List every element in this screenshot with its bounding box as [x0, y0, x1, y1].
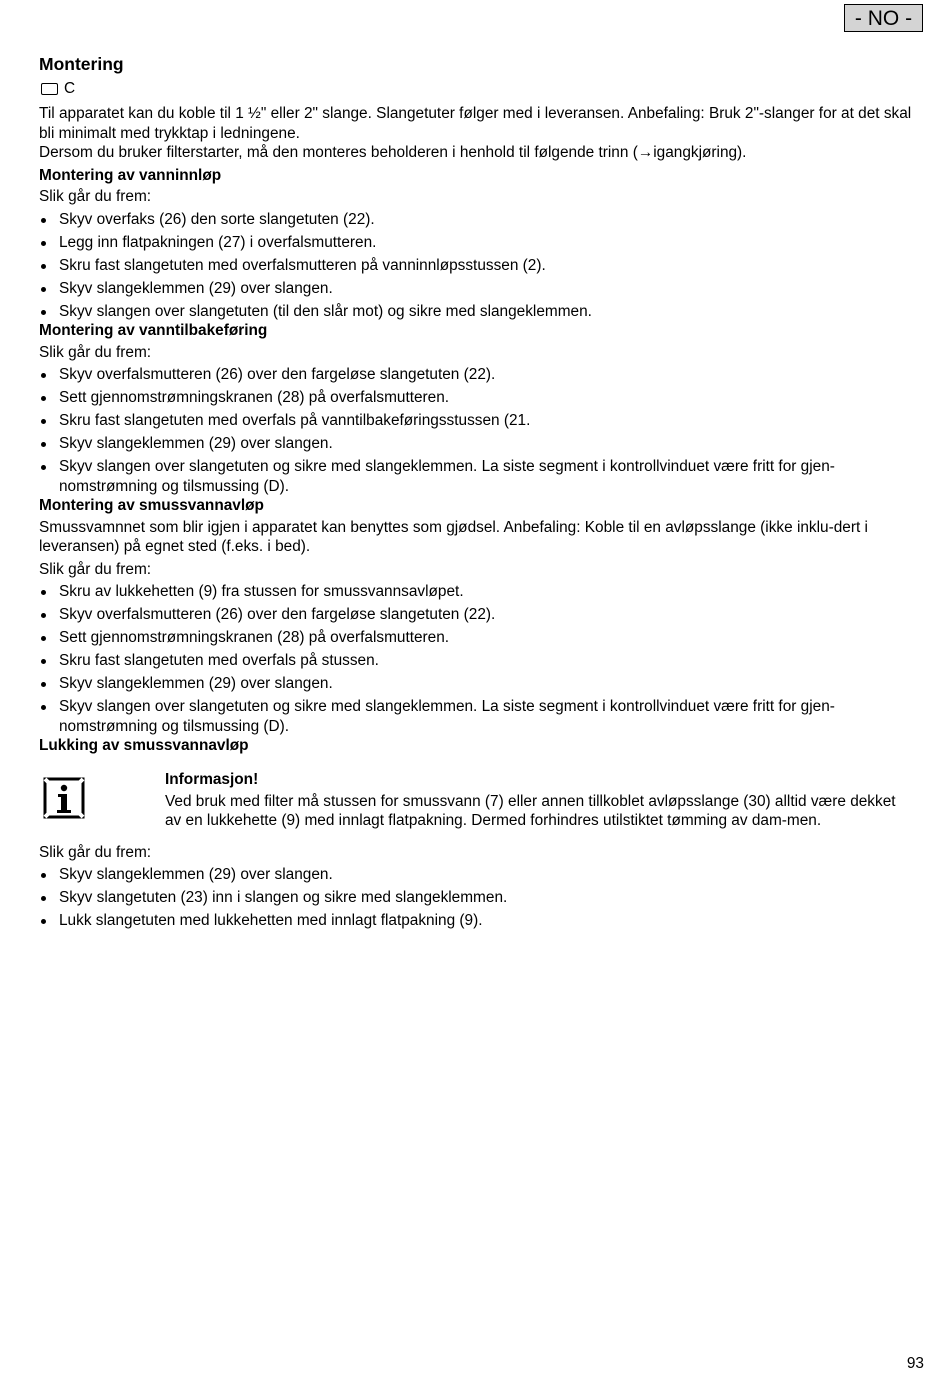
figure-reference — [39, 79, 927, 99]
list-item: Sett gjennomstrømningskranen (28) på overfalsmutteren. — [39, 628, 927, 648]
page-content — [39, 52, 927, 934]
list-item: Lukk slangetuten med lukkehetten med innlagt flatpakning (9). — [39, 911, 927, 931]
list-item: Skyv slangeklemmen (29) over slangen. — [39, 279, 927, 299]
step-list — [39, 865, 927, 931]
section-lead: Slik går du frem: — [39, 188, 152, 205]
section-heading: Montering av vanntilbakeføring — [39, 322, 268, 339]
list-item: Legg inn flatpakningen (27) i overfalsmutteren. — [39, 233, 927, 253]
info-icon — [43, 777, 85, 819]
section-heading: Montering av smussvannavløp — [39, 497, 264, 514]
list-item: Skyv slangeklemmen (29) over slangen. — [39, 865, 927, 885]
info-body — [165, 770, 927, 831]
info-title: Informasjon! — [165, 770, 259, 788]
list-item: Skyv slangeklemmen (29) over slangen. — [39, 434, 927, 454]
section-lead: Slik går du frem: — [39, 560, 152, 578]
section-vanntilbakeforing — [39, 321, 927, 496]
section-heading: Montering av vanninnløp — [39, 166, 222, 184]
list-item: Skyv overfaks (26) den sorte slangetuten (22). — [39, 210, 927, 230]
list-item: Skru fast slangetuten med overfals på vanntilbakeføringsstussen (21. — [39, 411, 927, 431]
list-item: Skyv slangen over slangetuten (til den slår mot) og sikre med slangeklemmen. — [39, 302, 927, 322]
step-list — [39, 365, 927, 496]
list-item: Skyv overfalsmutteren (26) over den fargeløse slangetuten (22). — [39, 605, 927, 625]
list-item: Skyv slangen over slangetuten og sikre med slangeklemmen. La siste segment i kontrollvinduet være fritt for gjen-nomstrømning og tilsmussing (D). — [39, 457, 927, 496]
step-list — [39, 582, 927, 736]
section-vanninnlop — [39, 166, 927, 322]
section-heading: Lukking av smussvannavløp — [39, 737, 249, 754]
step-list — [39, 210, 927, 322]
list-item: Sett gjennomstrømningskranen (28) på overfalsmutteren. — [39, 388, 927, 408]
language-tag: - NO - — [844, 4, 923, 32]
section-text: Smussvamnnet som blir igjen i apparatet kan benyttes som gjødsel. Anbefaling: Koble til en avløpsslange (ikke inklu-dert i leveransen) på egnet sted (f.eks. i bed). — [39, 518, 868, 555]
page-title: Montering — [39, 54, 124, 74]
section-smussvannavlop — [39, 496, 927, 736]
list-item: Skru fast slangetuten med overfalsmutteren på vanninnløpsstussen (2). — [39, 256, 927, 276]
page-number: 93 — [906, 1355, 924, 1372]
figure-reference-label: C — [64, 80, 76, 97]
info-box — [39, 770, 927, 831]
intro-paragraph: Til apparatet kan du koble til 1 ½" eller 2" slange. Slangetuter følger med i leveransen. Anbefaling: Bruk 2"-slanger for at det skal bli minimalt med trykktap i ledningene. — [39, 105, 912, 142]
intro-paragraph: Dersom du bruker filterstarter, må den monteres beholderen i henhold til følgende trinn (→igangkjøring). — [39, 144, 747, 161]
info-text: Ved bruk med filter må stussen for smussvann (7) eller annen tillkoblet avløpsslange (30) alltid være dekket av en lukkehette (9) med innlagt flatpakning. Dermed forhindres utilstiktet tømming av dam-men. — [165, 792, 896, 829]
info-icon-container — [39, 770, 165, 831]
section-lead: Slik går du frem: — [39, 843, 152, 861]
list-item: Skru av lukkehetten (9) fra stussen for smussvannsavløpet. — [39, 582, 927, 602]
section-lukking — [39, 736, 927, 931]
list-item: Skyv overfalsmutteren (26) over den fargeløse slangetuten (22). — [39, 365, 927, 385]
list-item: Skyv slangetuten (23) inn i slangen og sikre med slangeklemmen. — [39, 888, 927, 908]
list-item: Skru fast slangetuten med overfals på stussen. — [39, 651, 927, 671]
list-item: Skyv slangen over slangetuten og sikre med slangeklemmen. La siste segment i kontrollvinduet være fritt for gjen-nomstrømning og tilsmussing (D). — [39, 697, 927, 736]
section-lead: Slik går du frem: — [39, 343, 152, 361]
list-item: Skyv slangeklemmen (29) over slangen. — [39, 674, 927, 694]
figure-box-icon — [41, 83, 58, 95]
